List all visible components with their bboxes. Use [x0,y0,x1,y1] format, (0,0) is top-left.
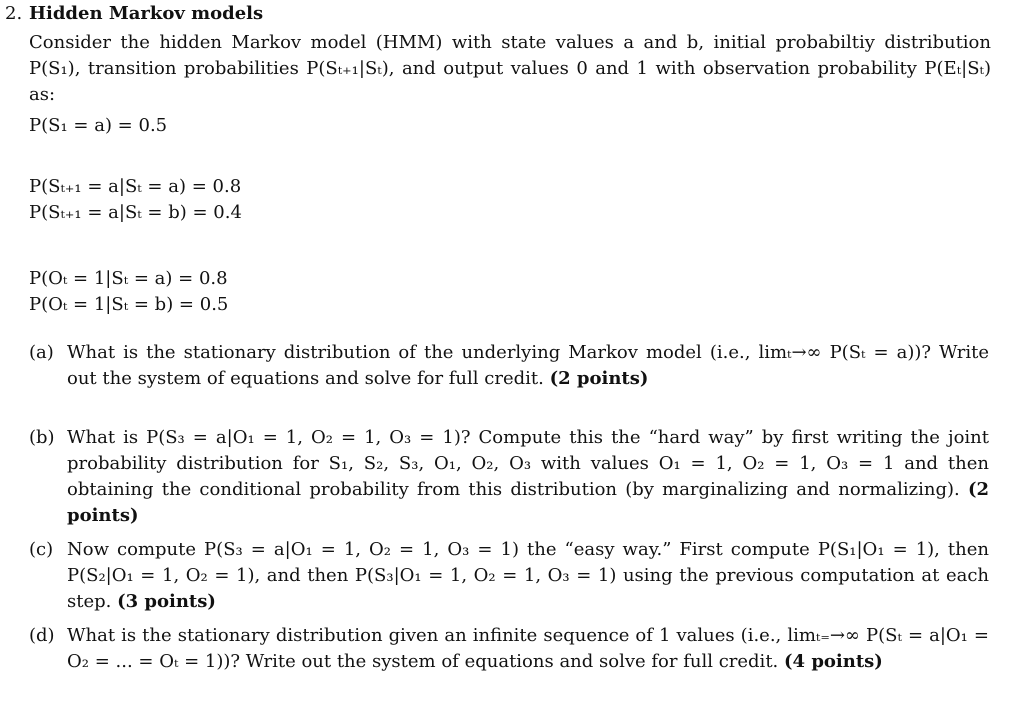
part-c-text [67,537,989,615]
part-b-points: (2 points) [67,479,989,526]
part-a [29,340,991,396]
part-c-points: (3 points) [117,591,216,612]
question-intro: Consider the hidden Markov model (HMM) with state values a and b, initial probabiltiy distribution P(S₁), transition probabilities P(Sₜ₊₁|Sₜ), and output values 0 and 1 with observation probability P(Eₜ|Sₜ) as: [29,32,991,105]
question-number: 2. [5,3,23,24]
part-d-text [67,623,989,675]
equation-emission-a: P(Oₜ = 1|Sₜ = a) = 0.8 [29,268,228,289]
part-c-question: Now compute P(S₃ = a|O₁ = 1, O₂ = 1, O₃ = 1) the “easy way.” First compute P(S₁|O₁ = 1), then P(S₂|O₁ = 1, O₂ = 1), and then P(S₃|O₁ = 1, O₂ = 1, O₃ = 1) using the previous computation at each step. [67,539,989,612]
part-b-text [67,425,989,529]
part-d-label: (d) [29,625,55,646]
part-c-label: (c) [29,539,54,560]
part-c [29,537,991,617]
part-a-label: (a) [29,342,54,363]
part-a-question: What is the stationary distribution of the underlying Markov model (i.e., limₜ→∞ P(Sₜ = a))? Write out the system of equations and solve for full credit. [67,342,989,389]
part-b [29,425,991,535]
part-d-question: What is the stationary distribution given an infinite sequence of 1 values (i.e., limₜ₌→∞ P(Sₜ = a|O₁ = O₂ = ... = Oₜ = 1))? Write out the system of equations and solve for full credit. [67,625,989,672]
part-a-text [67,340,989,392]
part-d-points: (4 points) [784,651,883,672]
part-b-question: What is P(S₃ = a|O₁ = 1, O₂ = 1, O₃ = 1)? Compute this the “hard way” by first writing the joint probability distribution for S₁, S₂, S₃, O₁, O₂, O₃ with values O₁ = 1, O₂ = 1, O₃ = 1 and then obtaining the conditional probability from this distribution (by marginalizing and normalizing). [67,427,989,500]
equation-emission-b: P(Oₜ = 1|Sₜ = b) = 0.5 [29,294,229,315]
part-a-points: (2 points) [549,368,649,389]
equation-initial: P(S₁ = a) = 0.5 [29,115,168,136]
equation-transition-b: P(Sₜ₊₁ = a|Sₜ = b) = 0.4 [29,202,242,223]
part-d [29,623,991,703]
equation-transition-a: P(Sₜ₊₁ = a|Sₜ = a) = 0.8 [29,176,242,197]
part-b-label: (b) [29,427,55,448]
question-title: Hidden Markov models [29,3,264,24]
